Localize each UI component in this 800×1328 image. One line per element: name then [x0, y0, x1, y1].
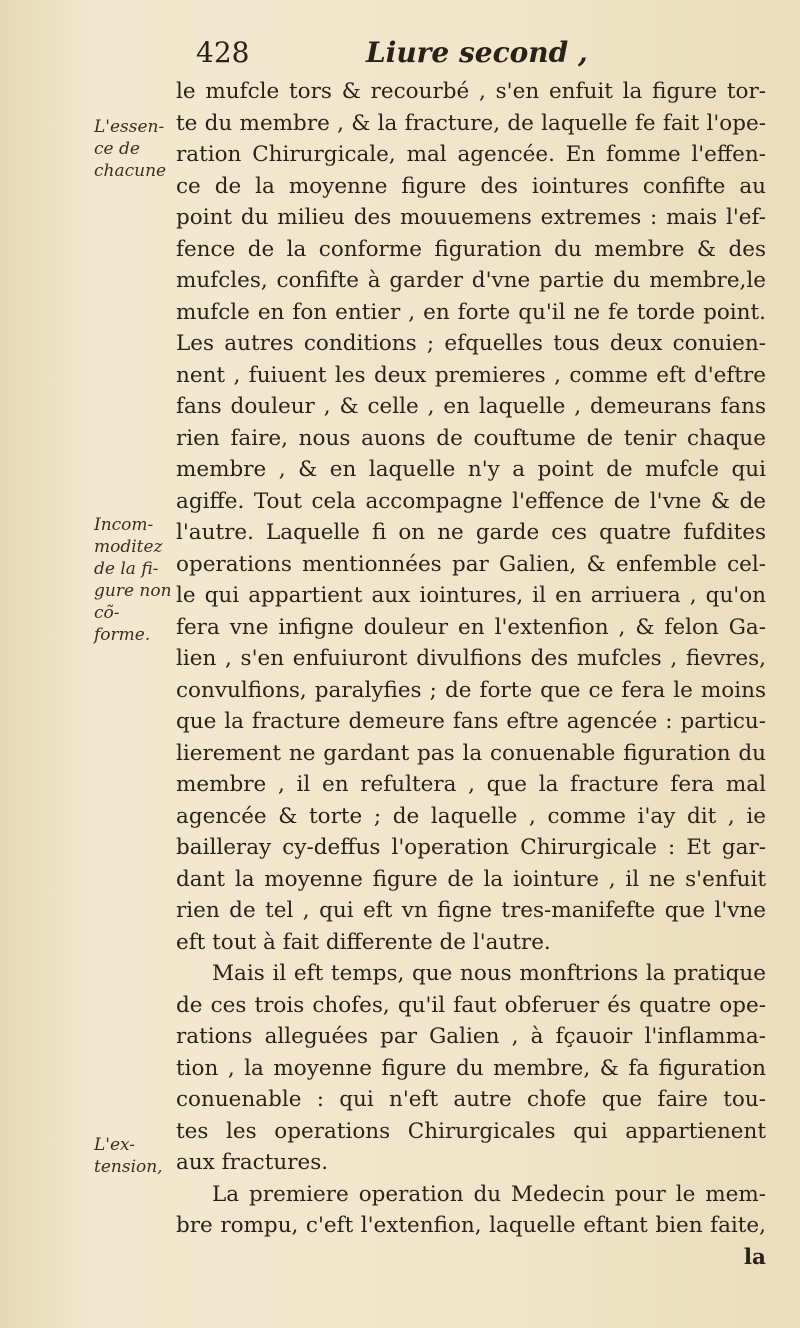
- text-line: conuenable : qui n'eft autre chofe que faire tou-: [176, 1087, 766, 1112]
- text-line: dant la moyenne figure de la iointure , il ne s'enfuit: [176, 866, 766, 892]
- text-line: aux fractures.: [176, 1150, 329, 1175]
- text-line: operations mentionnées par Galien, & enfemble cel-: [176, 551, 766, 577]
- text-line: mufcle en fon entier , en forte qu'il ne fe torde point.: [176, 299, 766, 325]
- text-line: tes les operations Chirurgicales qui appartienent: [176, 1118, 766, 1144]
- text-line: fans douleur , & celle , en laquelle , demeurans fans: [176, 394, 766, 419]
- body-text: [176, 76, 766, 1273]
- text-line: tion , la moyenne figure du membre, & fa figuration: [176, 1055, 766, 1081]
- text-line: nent , fuiuent les deux premieres , comme eft d'eftre: [176, 362, 766, 388]
- margin-note-incommodites: Incom-moditez de la fi-gure non cõ-forme.: [94, 515, 172, 645]
- page-number: 428: [196, 36, 250, 69]
- text-line: agiffe. Tout cela accompagne l'effence de l'vne & de: [176, 488, 766, 514]
- text-line: point du milieu des mouuemens extremes : mais l'ef-: [176, 205, 766, 230]
- text-line: ce de la moyenne figure des iointures confifte au: [176, 173, 766, 199]
- text-line: rien de tel , qui eft vn figne tres-manifefte que l'vne: [176, 898, 766, 923]
- text-line: membre , & en laquelle n'y a point de mufcle qui: [176, 457, 766, 482]
- text-line: que la fracture demeure fans eftre agencée : particu-: [176, 709, 766, 734]
- text-line: agencée & torte ; de laquelle , comme i'ay dit , ie: [176, 803, 766, 829]
- text-line: convulfions, paralyfies ; de forte que ce fera le moins: [176, 677, 766, 703]
- text-line: lien , s'en enfuiuront divulfions des mufcles , fievres,: [176, 646, 766, 671]
- text-line: bre rompu, c'eft l'extenfion, laquelle eftant bien faite,: [176, 1213, 766, 1238]
- text-line: rien faire, nous auons de couftume de tenir chaque: [176, 425, 766, 451]
- text-line: le mufcle tors & recourbé , s'en enfuit la figure tor-: [176, 79, 766, 104]
- text-line: Les autres conditions ; efquelles tous deux conuien-: [176, 331, 766, 356]
- text-line: Mais il eft temps, que nous monftrions la pratique: [212, 961, 766, 986]
- text-line: rations alleguées par Galien , à fçauoir l'inflamma-: [176, 1024, 766, 1049]
- text-line: le qui appartient aux iointures, il en arriuera , qu'on: [176, 583, 766, 608]
- catchword: la: [743, 1244, 766, 1270]
- text-line: membre , il en refultera , que la fracture fera mal: [176, 772, 766, 797]
- text-line: lierement ne gardant pas la conuenable figuration du: [176, 740, 766, 766]
- text-line: de ces trois chofes, qu'il faut obferuer és quatre ope-: [176, 992, 766, 1018]
- text-line: mufcles, confifte à garder d'vne partie du membre,le: [176, 268, 766, 293]
- text-line: bailleray cy-deffus l'operation Chirurgicale : Et gar-: [176, 835, 766, 860]
- page-header: [196, 36, 756, 76]
- text-line: te du membre , & la fracture, de laquelle fe fait l'ope-: [176, 110, 766, 136]
- text-line: fence de la conforme figuration du membre & des: [176, 236, 766, 262]
- margin-note-essence: L'essen-ce de chacune: [94, 117, 167, 181]
- margin-note-extension: L'ex-tension,: [94, 1135, 163, 1177]
- running-head: Liure second ,: [366, 36, 588, 69]
- text-line: l'autre. Laquelle fi on ne garde ces quatre fufdites: [176, 520, 766, 545]
- text-line: eft tout à fait differente de l'autre.: [176, 929, 551, 955]
- text-line: fera vne infigne douleur en l'extenfion , & felon Ga-: [176, 614, 766, 640]
- text-line: ration Chirurgicale, mal agencée. En fomme l'effen-: [176, 142, 766, 167]
- text-line: La premiere operation du Medecin pour le mem-: [212, 1181, 766, 1207]
